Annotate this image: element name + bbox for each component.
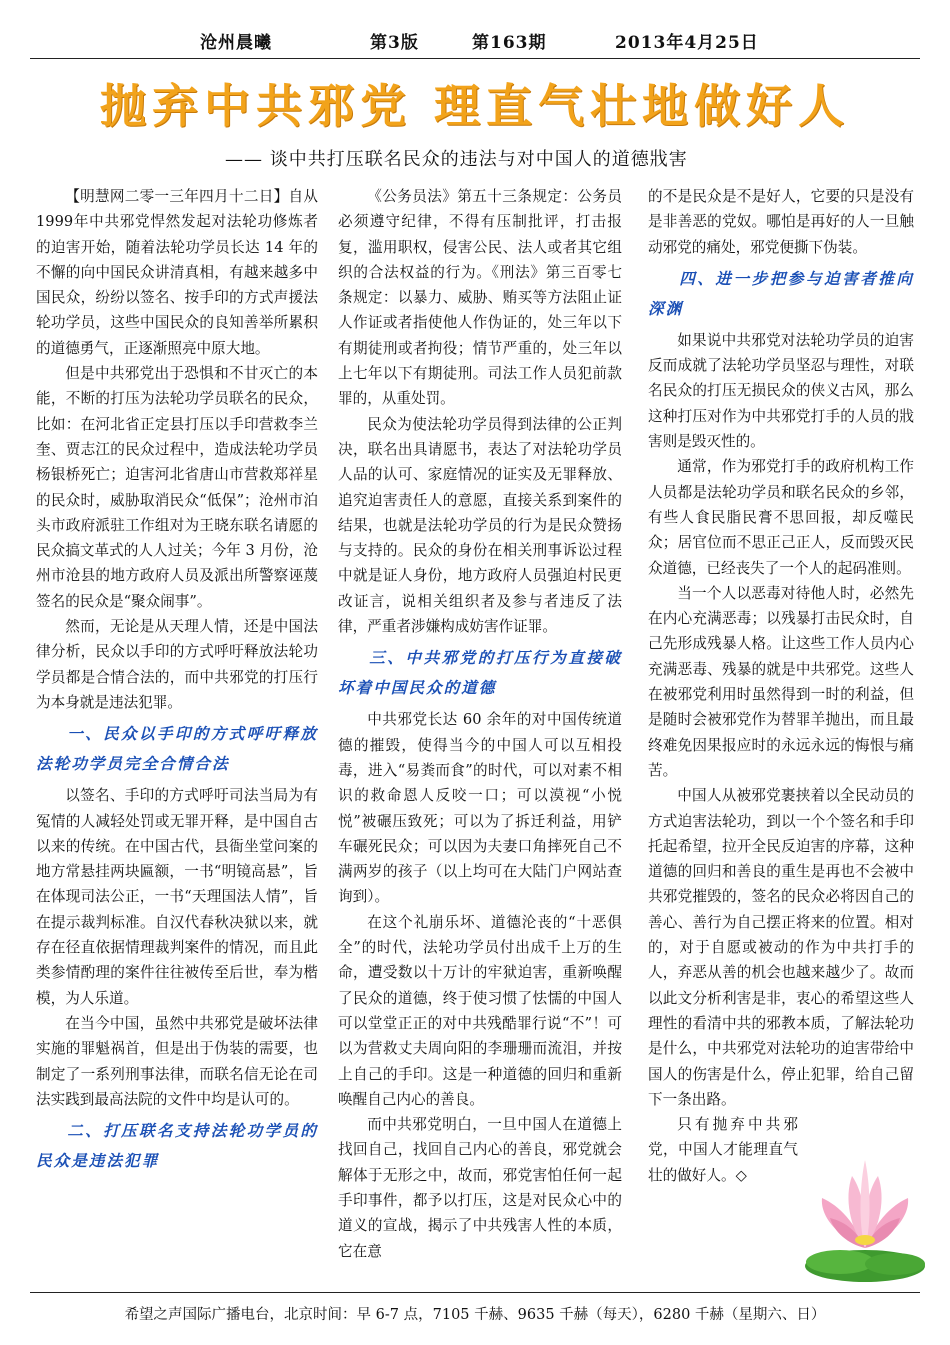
paragraph: 然而，无论是从天理人情，还是中国法律分析，民众以手印的方式呼吁释放法轮功学员都是合情合法的，而中共邪党的打压行为本身就是违法犯罪。 <box>36 618 318 711</box>
paragraph: 如果说中共邪党对法轮功学员的迫害反而成就了法轮功学员坚忍与理性，对联名民众的打压无损民众的侠义古风，那么这种打压对作为中共邪党打手的人员的戕害则是毁灭性的。 <box>648 331 914 451</box>
paragraph: 而中共邪党明白，一旦中国人在道德上找回自己，找回自己内心的善良，邪党就会解体于无形之中，故而，邪党害怕任何一起手印事件，都予以打压，这是对民众心中的道义的宣战，揭示了中共残害人性的本质，它在意 <box>338 1116 622 1260</box>
issue-number: 第163期 <box>472 33 547 53</box>
paragraph: 通常，作为邪党打手的政府机构工作人员都是法轮功学员和联名民众的乡邻，有些人食民脂民膏不思回报，却反噬民众；居官位而不思正己正人，反而毁灭民众道德，已经丧失了一个人的起码准则。 <box>648 458 914 577</box>
footer-broadcast-info: 希望之声国际广播电台，北京时间：早 6-7 点，7105 千赫、9635 千赫（每天），6280 千赫（星期六、日） <box>124 1307 826 1323</box>
masthead <box>30 28 920 54</box>
paragraph: 的不是民众是不是好人，它要的只是没有是非善恶的党奴。哪怕是再好的人一旦触动邪党的痛处，邪党便撕下伪装。 <box>648 188 914 256</box>
section-heading: 一、民众以手印的方式呼吁释放法轮功学员完全合情合法 <box>36 725 318 774</box>
paragraph: 以签名、手印的方式呼吁司法当局为有冤情的人减轻处罚或无罪开释，是中国自古以来的传统。在中国古代，县衙坐堂问案的地方常悬挂两块匾额，一书“明镜高悬”，旨在体现司法公正，一书“天理国法人情”，旨在提示裁判标准。自汉代春秋决狱以来，就存在径直依据情理裁判案件的情况，而且此类参情酌理的案件往往被传至后世，奉为楷模，为人乐道。 <box>36 787 318 1007</box>
column-1 <box>36 184 318 1180</box>
lotus-flower-icon <box>800 1148 930 1288</box>
subtitle: —— 谈中共打压联名民众的违法与对中国人的道德戕害 <box>225 149 688 170</box>
paragraph: 中国人从被邪党裹挟着以全民动员的方式迫害法轮功，到以一个个签名和手印托起希望，拉开全民反迫害的序幕，这种道德的回归和善良的重生是再也不会被中共邪党摧毁的，签名的民众必将因自己的善心、善行为自己摆正将来的位置。相对的，对于自愿或被动的作为中共打手的人，弃恶从善的机会也越来越少了。故而以此文分析利害是非，衷心的希望这些人理性的看清中共的邪教本质，了解法轮功是什么，中共邪党对法轮功的迫害带给中国人的伤害是什么，停止犯罪，给自己留下一条出路。 <box>648 787 914 1108</box>
paragraph: 民众为使法轮功学员得到法律的公正判决，联名出具请愿书，表达了对法轮功学员人品的认可、家庭情况的证实及无罪释放、追究迫害责任人的意愿，直接关系到案件的结果，也就是法轮功学员的行为是民众赞扬与支持的。民众的身份在相关刑事诉讼过程中就是证人身份，地方政府人员强迫村民更改证言，说相关组织者及参与者违反了法律，严重者涉嫌构成妨害作证罪。 <box>338 415 622 636</box>
paragraph: 中共邪党长达 60 余年的对中国传统道德的摧毁，使得当今的中国人可以互相投毒，进入“易粪而食”的时代，可以对素不相识的救命恩人反咬一口；可以漠视“小悦悦”被碾压致死；可以为了拆迁利益，用铲车碾死民众；可以因为夫妻口角摔死自己不满两岁的孩子（以上均可在大陆门户网站查询到）。 <box>338 711 622 906</box>
section-heading: 四、进一步把参与迫害者推向深渊 <box>648 269 914 318</box>
headline: 抛弃中共邪党 理直气壮地做好人 <box>99 79 850 133</box>
paragraph: 在当今中国，虽然中共邪党是破坏法律实施的罪魁祸首，但是出于伪装的需要，也制定了一系列刑事法律，而联名信无论在司法实践到最高法院的文件中均是认可的。 <box>36 1014 318 1108</box>
footer-rule <box>30 1292 920 1293</box>
paper-name: 沧州晨曦 <box>200 33 272 53</box>
issue-date: 2013年4月25日 <box>615 33 759 53</box>
paragraph: 在这个礼崩乐坏、道德沦丧的“十恶俱全”的时代，法轮功学员付出成千上万的生命，遭受数以十万计的牢狱迫害，重新唤醒了民众的道德，终于使习惯了怯懦的中国人可以堂堂正正的对中共残酷罪行说“不”！可以为营救丈夫周向阳的李珊珊而流泪，并按上自己的手印。这是一种道德的回归和重新唤醒自己内心的善良。 <box>338 913 622 1108</box>
masthead-rule <box>30 58 920 59</box>
closing-paragraph: 只有抛弃中共邪党，中国人才能理直气壮的做好人。◇ <box>648 1116 798 1184</box>
paragraph: 当一个人以恶毒对待他人时，必然先在内心充满恶毒；以残暴打击民众时，自己先形成残暴人格。让这些工作人员内心充满恶毒、残暴的就是中共邪党。这些人在被邪党利用时虽然得到一时的利益，但是随时会被邪党作为替罪羊抛出，而且最终难免因果报应时的永远永远的悔恨与痛苦。 <box>648 584 914 779</box>
column-3 <box>648 184 914 1188</box>
paragraph: 《公务员法》第五十三条规定：公务员必须遵守纪律，不得有压制批评，打击报复，滥用职权，侵害公民、法人或者其它组织的合法权益的行为。《刑法》第三百零七条规定：以暴力、威胁、贿买等方法阻止证人作证或者指使他人作伪证的，处三年以下有期徒刑或者拘役；情节严重的，处三年以上七年以下有期徒刑。司法工作人员犯前款罪的，从重处罚。 <box>338 188 622 408</box>
section-heading: 二、打压联名支持法轮功学员的民众是违法犯罪 <box>36 1122 318 1171</box>
paragraph: 【明慧网二零一三年四月十二日】自从1999年中共邪党悍然发起对法轮功修炼者的迫害开始，随着法轮功学员长达 14 年的不懈的向中国民众讲清真相，有越来越多中国民众，纷纷以签名、按手印的方式声援法轮功学员，这些中国民众的良知善举所累积的道德勇气，正逐渐照亮中原大地。 <box>36 188 318 357</box>
column-2 <box>338 184 622 1264</box>
paragraph: 但是中共邪党出于恐惧和不甘灭亡的本能，不断的打压为法轮功学员联名的民众，比如：在河北省正定县打压以手印营救李兰奎、贾志江的民众过程中，造成法轮功学员杨银桥死亡；迫害河北省唐山市营救郑祥星的民众时，威胁取消民众“低保”；沧州市泊头市政府派驻工作组对为王晓东联名请愿的民众搞文革式的人人过关；今年 3 月份，沧州市沧县的地方政府人员及派出所警察诬蔑签名的民众是“聚众闹事”。 <box>36 365 318 610</box>
section-heading: 三、中共邪党的打压行为直接破坏着中国民众的道德 <box>338 649 622 698</box>
edition-number: 第3版 <box>370 33 419 53</box>
